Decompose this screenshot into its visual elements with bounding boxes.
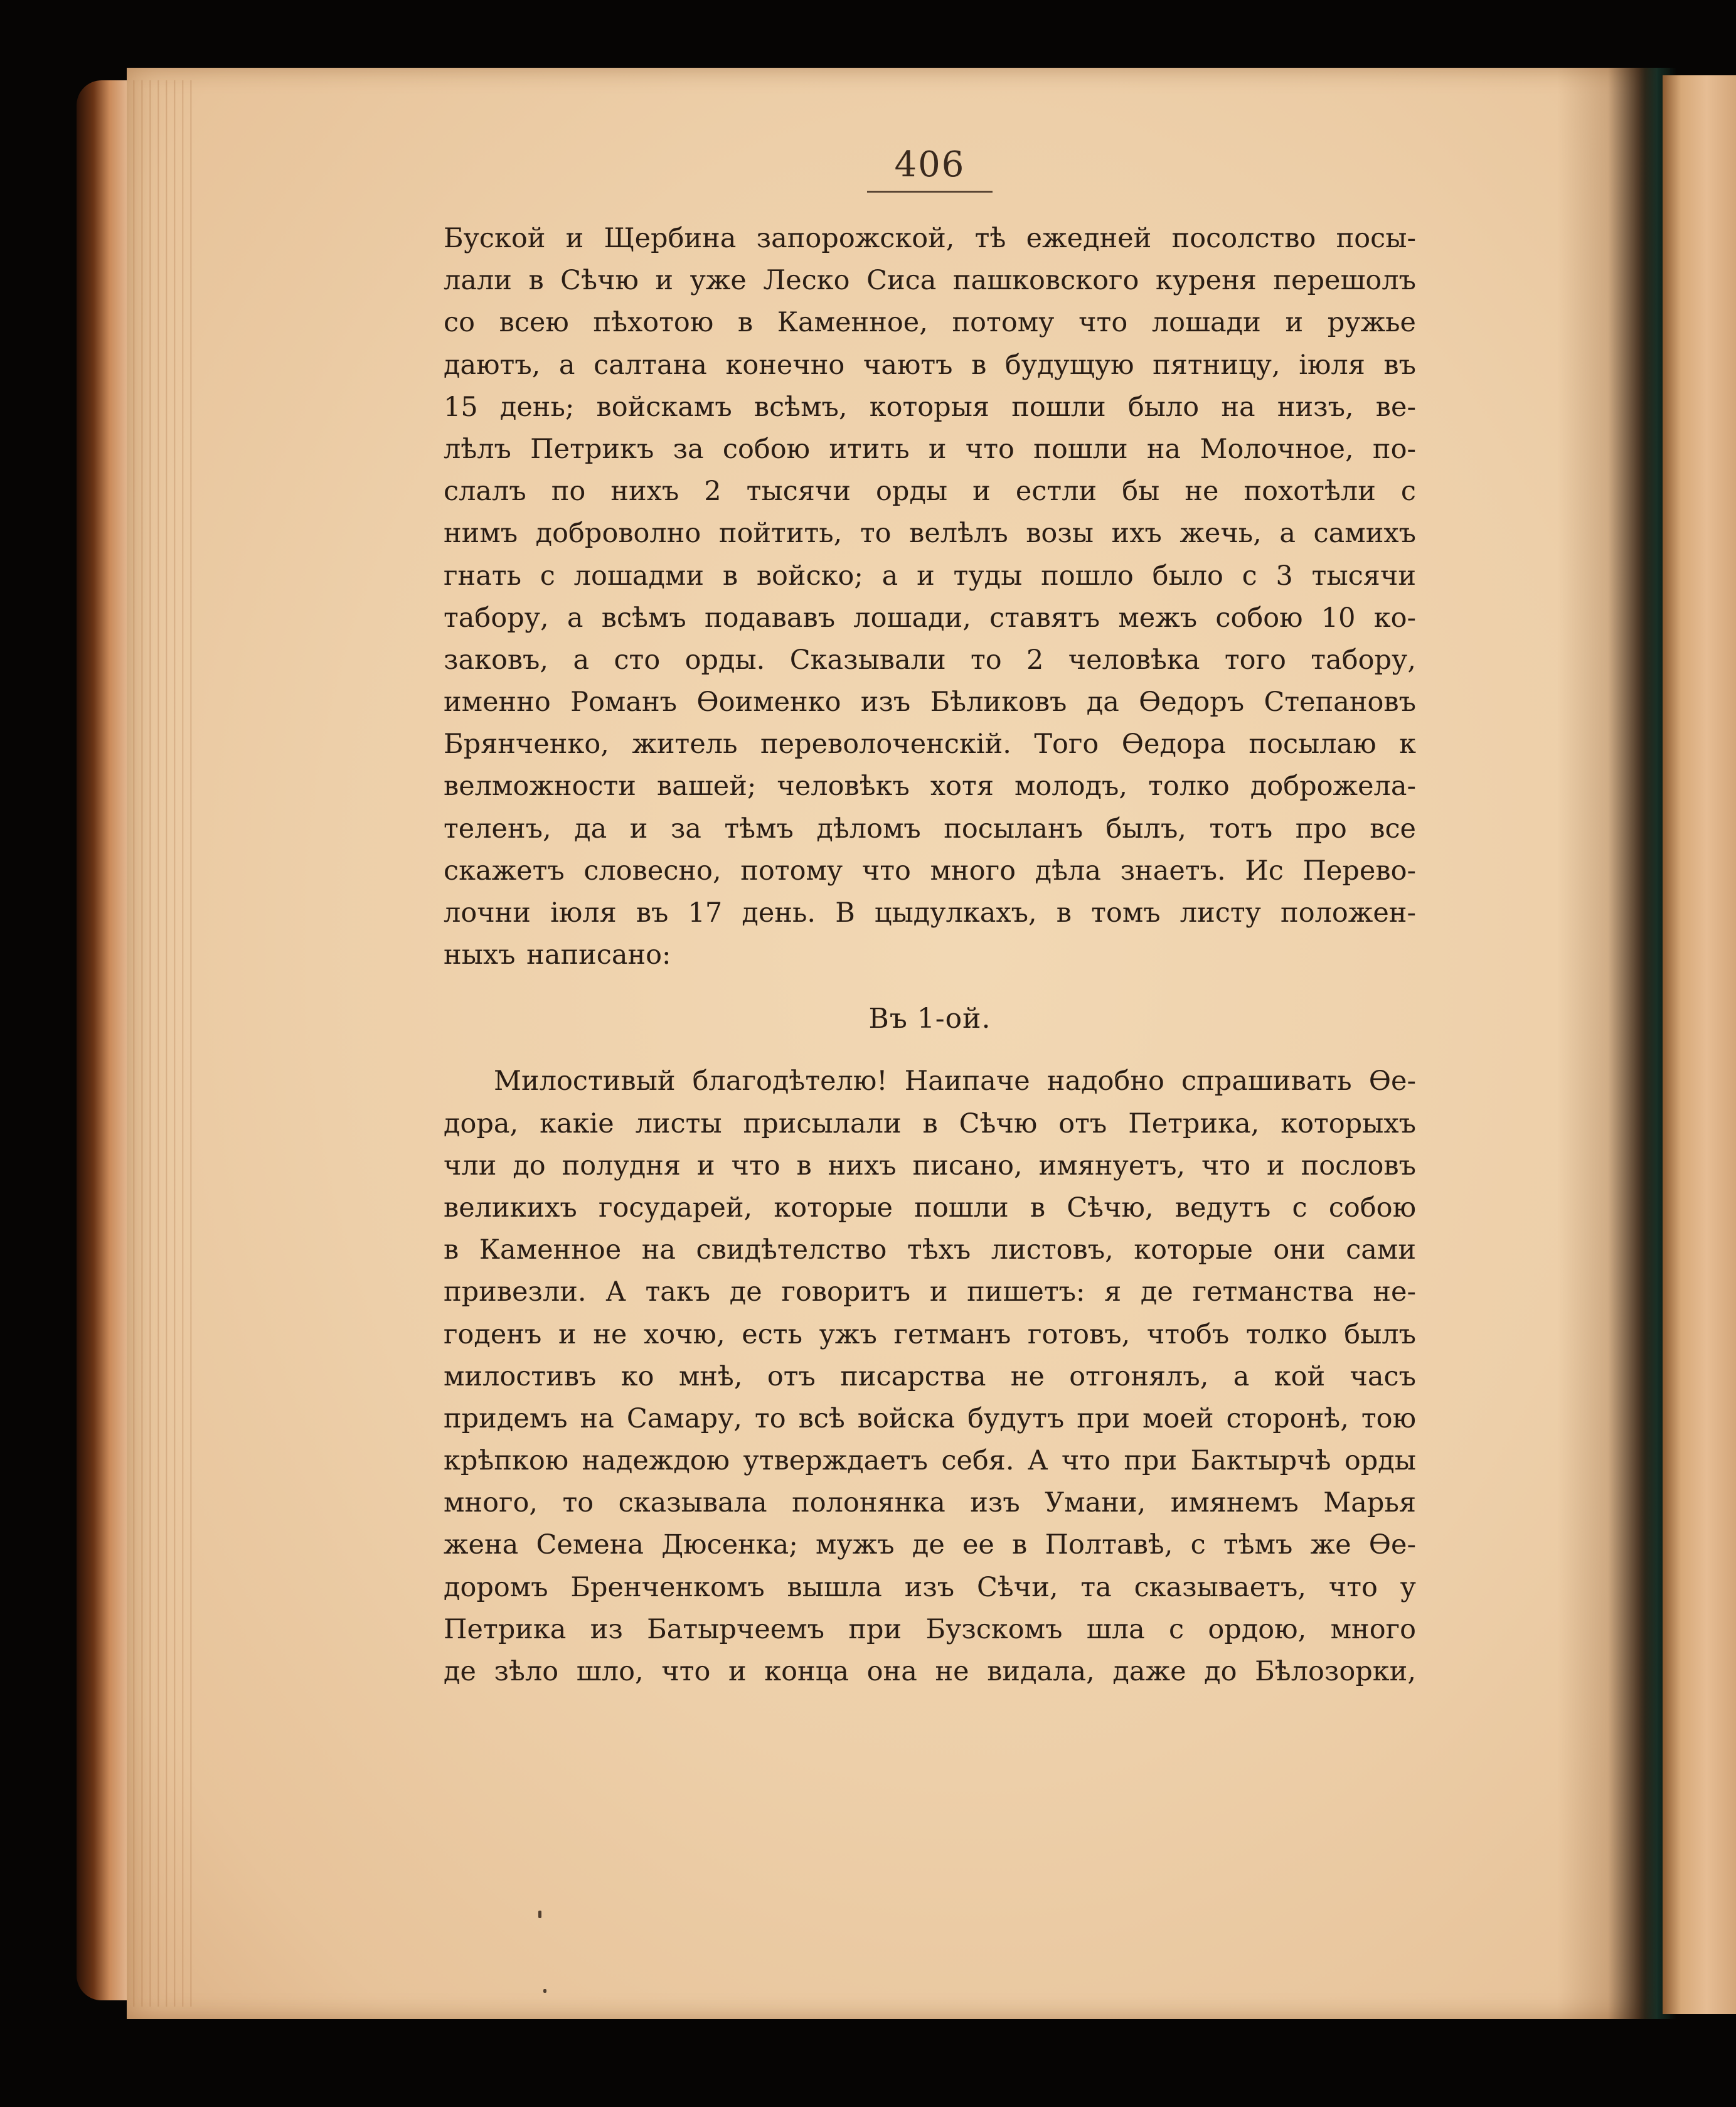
text-line: годенъ и не хочю, есть ужъ гетманъ готовъ, чтобъ толко былъ [444,1318,1416,1350]
page-text-block [444,146,1416,1693]
text-line: слалъ по нихъ 2 тысячи орды и естли бы не похотѣли с [444,476,1416,508]
text-line: именно Романъ Ѳоименко изъ Бѣликовъ да Ѳедоръ Степановъ [444,686,1416,718]
right-page-edge [1663,75,1736,2014]
text-line: даютъ, а салтана конечно чаютъ в будущую пятницу, іюля въ [444,349,1416,381]
text-line: 15 день; войскамъ всѣмъ, которыя пошли было на низъ, ве- [444,391,1416,423]
page-number-rule [867,191,993,193]
text-line: Брянченко, житель переволоченскій. Того Ѳедора посылаю к [444,728,1416,760]
text-line: много, то сказывала полонянка изъ Умани, имянемъ Марья [444,1487,1416,1519]
text-line: крѣпкою надеждою утверждаетъ себя. А что при Бактырчѣ орды [444,1445,1416,1477]
text-line: Буской и Щербина запорожской, тѣ ежедней посолство посы- [444,223,1416,254]
text-line: дора, какіе листы присылали в Сѣчю отъ Петрика, которыхъ [444,1107,1416,1139]
text-line: заковъ, а сто орды. Сказывали то 2 человѣка того табору, [444,644,1416,676]
text-line: теленъ, да и за тѣмъ дѣломъ посыланъ былъ, тотъ про все [444,813,1416,845]
text-line: лочни іюля въ 17 день. В цыдулкахъ, в томъ листу положен- [444,897,1416,929]
text-line: Петрика из Батырчеемъ при Бузскомъ шла с ордою, много [444,1613,1416,1645]
text-line: гнать с лошадми в войско; а и туды пошло было с 3 тысячи [444,560,1416,592]
ink-speck [538,1911,541,1918]
text-line: жена Семена Дюсенка; мужъ де ее в Полтавѣ, с тѣмъ же Ѳе- [444,1529,1416,1561]
text-line: чли до полудня и что в нихъ писано, имянуетъ, что и пословъ [444,1150,1416,1182]
ink-speck [543,1989,546,1993]
text-line: привезли. А такъ де говоритъ и пишетъ: я де гетманства не- [444,1276,1416,1308]
text-line: милостивъ ко мнѣ, отъ писарства не отгонялъ, а кой часъ [444,1360,1416,1392]
text-line: нимъ доброволно пойтить, то велѣлъ возы ихъ жечь, а самихъ [444,518,1416,550]
text-line: лали в Сѣчю и уже Леско Сиса пашковского куреня перешолъ [444,265,1416,297]
paragraph-1 [444,218,1416,976]
page-edge-texture [127,80,196,2007]
text-line: Милостивый благодѣтелю! Наипаче надобно спрашивать Ѳе- [494,1065,1416,1097]
text-line: лѣлъ Петрикъ за собою итить и что пошли на Молочное, по- [444,433,1416,465]
page-number: 406 [894,144,966,185]
text-line: велможности вашей; человѣкъ хотя молодъ, толко доброжела- [444,771,1416,803]
text-line: доромъ Бренченкомъ вышла изъ Сѣчи, та сказываетъ, что у [444,1571,1416,1603]
text-line: в Каменное на свидѣтелство тѣхъ листовъ, которые они сами [444,1234,1416,1266]
paragraph-2 [444,1060,1416,1693]
text-line: придемъ на Самару, то всѣ войска будутъ при моей сторонѣ, тою [444,1402,1416,1434]
section-heading: Въ 1-ой. [868,1003,991,1035]
text-line: скажетъ словесно, потому что много дѣла знаетъ. Ис Перево- [444,855,1416,887]
text-line: со всею пѣхотою в Каменное, потому что лошади и ружье [444,307,1416,339]
text-line: де зѣло шло, что и конца она не видала, даже до Бѣлозорки, [444,1656,1416,1687]
text-line: ныхъ написано: [444,939,671,971]
text-line: табору, а всѣмъ подававъ лошади, ставятъ межъ собою 10 ко- [444,602,1416,634]
text-line: великихъ государей, которые пошли в Сѣчю, ведутъ с собою [444,1192,1416,1224]
